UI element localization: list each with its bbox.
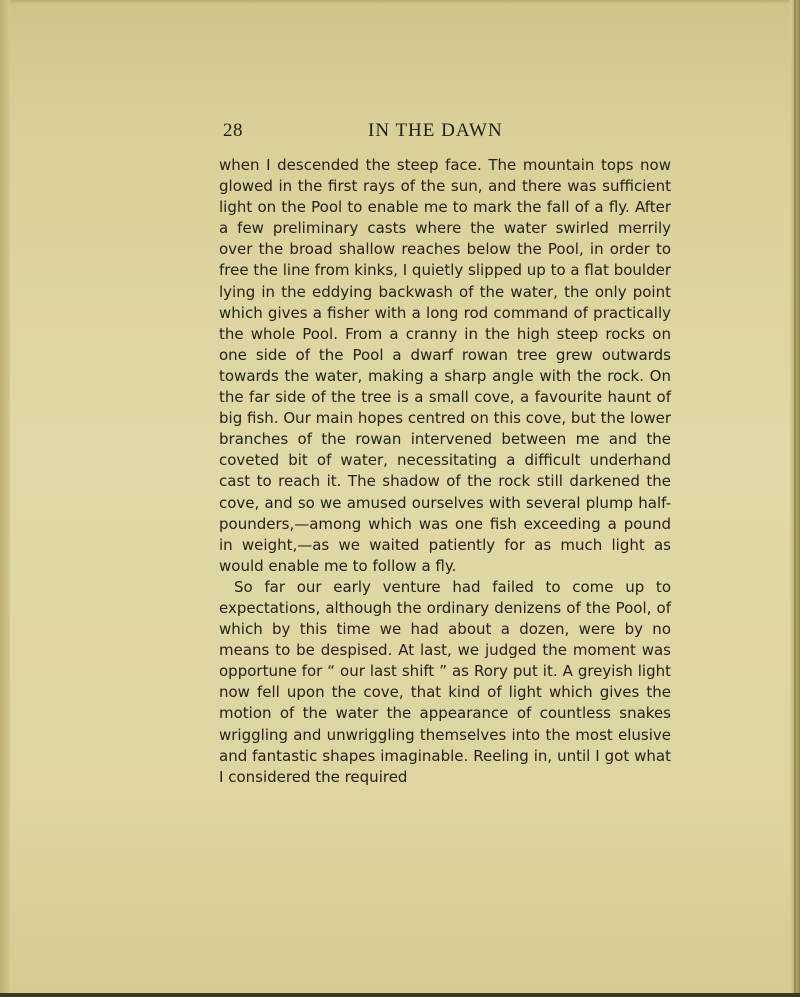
page-gutter <box>0 0 10 997</box>
paragraph: So far our early venture had failed to come up to expectations, although the ordinary denizens of the Pool, of which by this time we had about a dozen, were by no means to be despised. At last, we judged the moment was opportune for “ our last shift ” as Rory put it. A greyish light now fell upon the cove, that kind of light which gives the motion of the water the appearance of countless snakes wriggling and unwriggling themselves into the most elusive and fantastic shapes imaginable. Reeling in, until I got what I considered the required <box>219 577 671 786</box>
body-text <box>219 155 671 788</box>
running-head <box>223 120 663 146</box>
paragraph: when I descended the steep face. The mountain tops now glowed in the first rays of the sun, and there was sufficient light on the Pool to enable me to mark the fall of a fly. After a few preliminary casts where the water swirled merrily over the broad shallow reaches below the Pool, in order to free the line from kinks, I quietly slipped up to a flat boulder lying in the eddying backwash of the water, the only point which gives a fisher with a long rod command of practically the whole Pool. From a cranny in the high steep rocks on one side of the Pool a dwarf rowan tree grew outwards towards the water, making a sharp angle with the rock. On the far side of the tree is a small cove, a favourite haunt of big fish. Our main hopes centred on this cove, but the lower branches of the rowan intervened between me and the coveted bit of water, necessitating a difficult underhand cast to reach it. The shadow of the rock still darkened the cove, and so we amused ourselves with several plump half-pounders,—among which was one fish exceeding a pound in weight,—as we waited patiently for as much light as would enable me to follow a fly. <box>219 156 671 575</box>
page-number: 28 <box>223 120 243 141</box>
page-bottom-edge <box>0 993 800 997</box>
running-title: IN THE DAWN <box>368 120 503 141</box>
page-top-shadow <box>0 0 800 4</box>
page-edge-line <box>794 0 796 997</box>
